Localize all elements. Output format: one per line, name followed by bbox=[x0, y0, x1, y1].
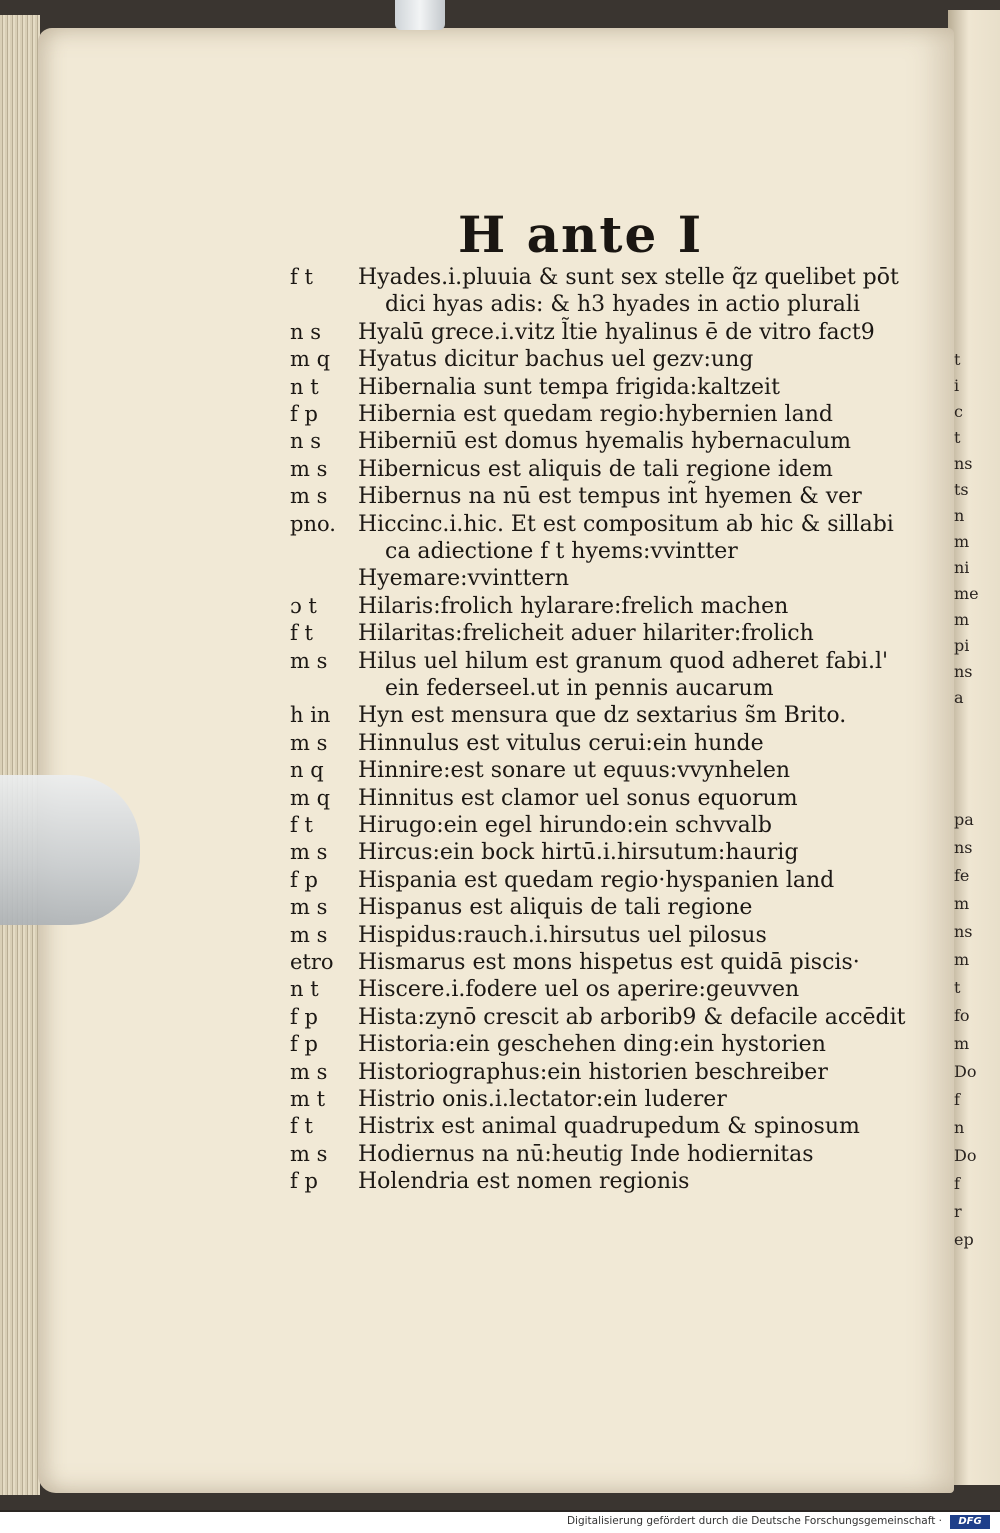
entry-grammar-mark: m s bbox=[290, 1059, 328, 1084]
entry-text: Historiographus:ein historien beschreiber bbox=[358, 1059, 828, 1085]
facing-page-fragment: fo bbox=[954, 1006, 970, 1025]
entry-grammar-mark: f p bbox=[290, 402, 318, 426]
entry-text: Hispania est quedam regio·hyspanien land bbox=[358, 867, 835, 893]
holding-strap bbox=[0, 775, 140, 925]
page-heading: H ante I bbox=[458, 205, 704, 264]
facing-page-fragment: c bbox=[954, 402, 963, 421]
entry-grammar-mark: m s bbox=[290, 840, 328, 865]
facing-page-fragment: fe bbox=[954, 866, 970, 885]
entry-text: ca adiectione f t hyems:vvintter bbox=[385, 539, 738, 564]
facing-page-fragment: t bbox=[954, 428, 961, 447]
facing-page-fragment: n bbox=[954, 506, 965, 525]
facing-page-fragment: t bbox=[954, 350, 961, 369]
entry-text: Hibernicus est aliquis de tali regione idem bbox=[358, 456, 833, 482]
facing-page-fragment: m bbox=[954, 894, 970, 913]
entry-text: Hiberniū est domus hyemalis hybernaculum bbox=[358, 429, 852, 455]
entry-grammar-mark: f t bbox=[290, 1114, 313, 1139]
entry-text: Holendria est nomen regionis bbox=[358, 1169, 690, 1195]
entry-text: Hispanus est aliquis de tali regione bbox=[358, 895, 753, 921]
entry-text: Hyn est mensura que dz sextarius s̃m Brito. bbox=[358, 703, 847, 729]
entry-grammar-mark: m q bbox=[290, 347, 331, 372]
entry-grammar-mark: m s bbox=[290, 730, 328, 755]
facing-page-fragment: f bbox=[954, 1174, 960, 1193]
entry-grammar-mark: f t bbox=[290, 621, 313, 646]
entry-grammar-mark: n q bbox=[290, 758, 324, 783]
entry-grammar-mark: n s bbox=[290, 319, 321, 344]
footer-credit: Digitalisierung gefördert durch die Deutsche Forschungsgemeinschaft · bbox=[566, 1515, 942, 1527]
facing-page-fragment: m bbox=[954, 1034, 970, 1053]
entry-grammar-mark: m s bbox=[290, 484, 328, 509]
entry-text: Hismarus est mons hispetus est quidā piscis· bbox=[358, 950, 860, 975]
entry-text: Historia:ein geschehen ding:ein hystorien bbox=[358, 1032, 826, 1058]
entry-text: Histrix est animal quadrupedum & spinosum bbox=[358, 1114, 860, 1140]
facing-page-fragment: Do bbox=[954, 1146, 977, 1165]
facing-page-fragment: Do bbox=[954, 1062, 977, 1081]
facing-page-fragment: t bbox=[954, 978, 961, 997]
entry-text: Hilaris:frolich hylarare:frelich machen bbox=[358, 593, 789, 619]
facing-page-fragment: ns bbox=[954, 662, 973, 681]
entry-text: ein federseel.ut in pennis aucarum bbox=[385, 676, 774, 701]
facing-page-fragment: m bbox=[954, 610, 970, 629]
facing-page-fragment: ns bbox=[954, 838, 973, 857]
entry-grammar-mark: m s bbox=[290, 895, 328, 920]
entry-text: Hyades.i.pluuia & sunt sex stelle q̃z quelibet pōt bbox=[358, 265, 899, 290]
entry-grammar-mark: pno. bbox=[290, 511, 336, 536]
entry-text: Hiscere.i.fodere uel os aperire:geuvven bbox=[358, 977, 800, 1003]
facing-page-fragment: ns bbox=[954, 922, 973, 941]
entry-grammar-mark: ɔ t bbox=[290, 593, 317, 618]
entry-grammar-mark: n s bbox=[290, 429, 321, 454]
entry-text: Hyemare:vvinttern bbox=[358, 566, 570, 592]
entry-text: Hyatus dicitur bachus uel gezv:ung bbox=[358, 347, 754, 373]
entry-text: Hibernia est quedam regio:hybernien land bbox=[358, 402, 833, 427]
facing-page-fragment: n bbox=[954, 1118, 965, 1137]
facing-page-fragment: m bbox=[954, 950, 970, 969]
entry-text: Hibernus na nū est tempus int̃ hyemen & ver bbox=[358, 484, 862, 510]
facing-page-fragment: ts bbox=[954, 480, 969, 499]
facing-page-fragment: pi bbox=[954, 636, 970, 655]
entry-text: Hinnitus est clamor uel sonus equorum bbox=[358, 785, 798, 811]
entry-grammar-mark: h in bbox=[290, 703, 331, 728]
facing-page-fragment: r bbox=[954, 1202, 962, 1221]
entry-grammar-mark: f t bbox=[290, 265, 313, 289]
entry-grammar-mark: f p bbox=[290, 867, 318, 892]
entry-grammar-mark: m s bbox=[290, 922, 328, 947]
page-clip bbox=[395, 0, 445, 30]
entry-text: dici hyas adis: & h3 hyades in actio plurali bbox=[385, 292, 860, 318]
entry-text: Histrio onis.i.lectator:ein luderer bbox=[358, 1087, 727, 1112]
entry-text: Hinnire:est sonare ut equus:vvynhelen bbox=[358, 758, 791, 784]
footer-bar bbox=[0, 1512, 1000, 1533]
entry-text: Hiccinc.i.hic. Et est compositum ab hic & sillabi bbox=[358, 511, 894, 537]
entry-text: Hyalū grece.i.vitz l̃tie hyalinus ē de vitro fact9 bbox=[358, 319, 875, 345]
facing-page-fragment: f bbox=[954, 1090, 960, 1109]
entry-text: Hinnulus est vitulus cerui:ein hunde bbox=[358, 730, 764, 756]
entry-grammar-mark: f t bbox=[290, 813, 313, 837]
page-edges bbox=[0, 15, 40, 1495]
entry-grammar-mark: m s bbox=[290, 456, 328, 481]
dfg-logo: DFG bbox=[950, 1515, 990, 1529]
entry-text: Hilus uel hilum est granum quod adheret fabi.l' bbox=[358, 648, 889, 674]
facing-page-fragment: me bbox=[954, 584, 979, 603]
facing-page-fragment: ns bbox=[954, 454, 973, 473]
entry-text: Hirugo:ein egel hirundo:ein schvvalb bbox=[358, 813, 772, 838]
facing-page-fragment: ep bbox=[954, 1230, 974, 1249]
entry-grammar-mark: f p bbox=[290, 1004, 318, 1029]
entry-grammar-mark: m q bbox=[290, 785, 331, 810]
entry-grammar-mark: f p bbox=[290, 1169, 318, 1194]
entry-text: Hista:zynō crescit ab arborib9 & defacile accēdit bbox=[358, 1004, 906, 1030]
entry-text: Hibernalia sunt tempa frigida:kaltzeit bbox=[358, 374, 780, 400]
facing-page-fragment: pa bbox=[954, 810, 974, 829]
entry-grammar-mark: m t bbox=[290, 1087, 326, 1111]
entry-text: Hispidus:rauch.i.hirsutus uel pilosus bbox=[358, 922, 767, 948]
facing-page-fragment: ni bbox=[954, 558, 970, 577]
facing-page-fragment: m bbox=[954, 532, 970, 551]
entry-grammar-mark: f p bbox=[290, 1032, 318, 1057]
entry-text: Hodiernus na nū:heutig Inde hodiernitas bbox=[358, 1141, 814, 1167]
facing-page-fragment: a bbox=[954, 688, 964, 707]
entry-text: Hircus:ein bock hirtū.i.hirsutum:haurig bbox=[358, 840, 799, 866]
facing-page-fragment: i bbox=[954, 376, 960, 395]
entry-text: Hilaritas:frelicheit aduer hilariter:frolich bbox=[358, 621, 814, 647]
entry-grammar-mark: m s bbox=[290, 648, 328, 673]
entry-grammar-mark: m s bbox=[290, 1141, 328, 1166]
entry-grammar-mark: n t bbox=[290, 374, 319, 399]
entry-grammar-mark: etro bbox=[290, 950, 334, 974]
facing-page bbox=[948, 10, 1000, 1485]
entry-grammar-mark: n t bbox=[290, 977, 319, 1002]
